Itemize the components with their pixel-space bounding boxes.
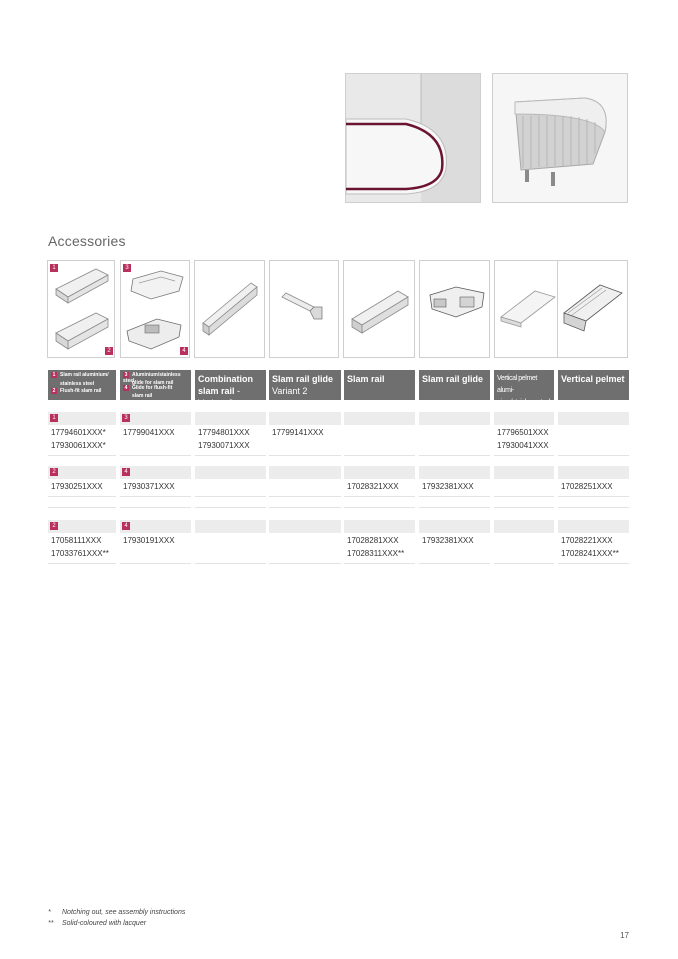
table-group-band: [344, 466, 415, 479]
group-badge: 1: [50, 414, 58, 422]
header-combination-slam-rail: [195, 370, 266, 408]
table-group-band: [419, 520, 490, 533]
table-row-divider: [120, 507, 191, 508]
table-group-band: [269, 520, 341, 533]
header-line: 2 Flush-fit slam rail: [52, 388, 102, 394]
article-number-cell: 17033761XXX**: [51, 549, 109, 558]
table-row-divider: [419, 496, 490, 497]
group-badge: 2: [50, 468, 58, 476]
table-group-band: [120, 466, 191, 479]
header-line: stainless steel: [60, 381, 95, 387]
thumb-badge: 3: [123, 264, 131, 272]
article-number-cell: 17796501XXX: [497, 428, 549, 437]
table-row-divider: [120, 455, 191, 456]
table-group-band: [120, 412, 191, 425]
footnote: * Notching out, see assembly instructions: [48, 909, 186, 916]
table-row-divider: [269, 507, 341, 508]
table-row-divider: [269, 496, 341, 497]
article-number-cell: 17930071XXX: [198, 441, 250, 450]
table-row-divider: [48, 496, 116, 497]
table-group-band: [48, 466, 116, 479]
table-group-band: [195, 520, 266, 533]
table-row-divider: [419, 563, 490, 564]
group-badge: 4: [122, 468, 130, 476]
article-number-cell: 17794801XXX: [198, 428, 250, 437]
header-line: 4 Glide for flush-fit: [124, 385, 173, 391]
header-text: Combination slam rail - Variant 2: [198, 374, 253, 408]
table-row-divider: [344, 507, 415, 508]
table-group-band: [494, 520, 554, 533]
header-line: slam rail: [132, 393, 153, 399]
table-group-band: [558, 466, 629, 479]
header-slam-rail-glide-v2: [269, 370, 341, 400]
table-row-divider: [344, 496, 415, 497]
table-row-divider: [558, 507, 629, 508]
thumb-slam-rail: [343, 260, 415, 358]
header-slam-rail-glide: [419, 370, 490, 400]
table-row-divider: [195, 496, 266, 497]
table-group-band: [120, 520, 191, 533]
table-row-divider: [558, 455, 629, 456]
thumb-badge: 1: [50, 264, 58, 272]
table-row-divider: [269, 455, 341, 456]
header-text: Slam rail glide Variant 2: [272, 374, 334, 396]
article-number-cell: 17028281XXX: [347, 536, 399, 545]
table-group-band: [48, 412, 116, 425]
thumb-slam-rail: [47, 260, 115, 358]
article-number-cell: 17799041XXX: [123, 428, 175, 437]
header-line: 3 Aluminium/stainless steel: [123, 372, 181, 384]
table-row-divider: [120, 496, 191, 497]
table-group-band: [344, 412, 415, 425]
article-number-cell: 17799141XXX: [272, 428, 324, 437]
table-group-band: [494, 466, 554, 479]
header-text: Vertical pelmet alumi- nium/stainless steel: [497, 375, 551, 406]
article-number-cell: 17932381XXX: [422, 482, 474, 491]
thumb-badge: 4: [180, 347, 188, 355]
thumb-slam-rail-glide: [419, 260, 490, 358]
table-row-divider: [419, 507, 490, 508]
table-row-divider: [344, 455, 415, 456]
table-group-band: [195, 412, 266, 425]
article-number-cell: 17930061XXX*: [51, 441, 106, 450]
article-number-cell: 17028311XXX**: [347, 549, 405, 558]
article-number-cell: 17028241XXX**: [561, 549, 619, 558]
table-row-divider: [120, 563, 191, 564]
table-row-divider: [558, 496, 629, 497]
table-row-divider: [195, 455, 266, 456]
table-group-band: [195, 466, 266, 479]
table-group-band: [48, 520, 116, 533]
header-line: glide for slam rail: [132, 380, 174, 386]
thumb-vertical-pelmet-aluminium: [494, 260, 564, 358]
table-row-divider: [494, 455, 554, 456]
table-row-divider: [494, 496, 554, 497]
group-badge: 2: [50, 522, 58, 530]
table-row-divider: [558, 563, 629, 564]
table-row-divider: [48, 563, 116, 564]
header-text: Slam rail glide: [422, 374, 484, 384]
group-badge: 3: [122, 414, 130, 422]
article-number-cell: 17058111XXX: [51, 536, 102, 545]
table-row-divider: [344, 563, 415, 564]
article-number-cell: 17930041XXX: [497, 441, 549, 450]
article-number-cell: 17930191XXX: [123, 536, 175, 545]
header-text: Vertical pelmet: [561, 374, 625, 384]
table-row-divider: [48, 455, 116, 456]
table-group-band: [344, 520, 415, 533]
article-number-cell: 17028321XXX: [347, 482, 399, 491]
article-number-cell: 17028221XXX: [561, 536, 613, 545]
table-row-divider: [494, 563, 554, 564]
table-group-band: [558, 412, 629, 425]
header-text: Slam rail: [347, 374, 385, 384]
table-row-divider: [48, 507, 116, 508]
section-title: Accessories: [48, 233, 126, 249]
header-glide-types: [120, 370, 191, 400]
thumb-vertical-pelmet: [557, 260, 628, 358]
table-row-divider: [419, 455, 490, 456]
article-number-cell: 17028251XXX: [561, 482, 613, 491]
thumb-glide: [120, 260, 190, 358]
header-line: 1 Slam rail aluminium/: [52, 372, 109, 378]
thumb-combination-slam-rail: [194, 260, 265, 358]
cabinet-photo: [492, 73, 628, 203]
article-number-cell: 17932381XXX: [422, 536, 474, 545]
thumb-slam-rail-glide-v2: [269, 260, 339, 358]
table-group-band: [269, 466, 341, 479]
thumb-badge: 2: [105, 347, 113, 355]
header-slam-rail: [344, 370, 415, 400]
table-group-band: [269, 412, 341, 425]
header-vertical-pelmet-aluminium: [494, 370, 554, 406]
table-group-band: [419, 466, 490, 479]
table-row-divider: [494, 507, 554, 508]
header-vertical-pelmet: [558, 370, 629, 400]
table-row-divider: [195, 507, 266, 508]
page-number: 17: [620, 931, 629, 940]
table-row-divider: [195, 563, 266, 564]
table-group-band: [419, 412, 490, 425]
corner-detail-photo: [345, 73, 481, 203]
article-number-cell: 17930371XXX: [123, 482, 175, 491]
group-badge: 4: [122, 522, 130, 530]
table-group-band: [494, 412, 554, 425]
footnote: ** Solid-coloured with lacquer: [48, 920, 147, 927]
table-group-band: [558, 520, 629, 533]
header-slam-rail-types: [48, 370, 116, 400]
article-number-cell: 17794601XXX*: [51, 428, 106, 437]
article-number-cell: 17930251XXX: [51, 482, 103, 491]
table-row-divider: [269, 563, 341, 564]
